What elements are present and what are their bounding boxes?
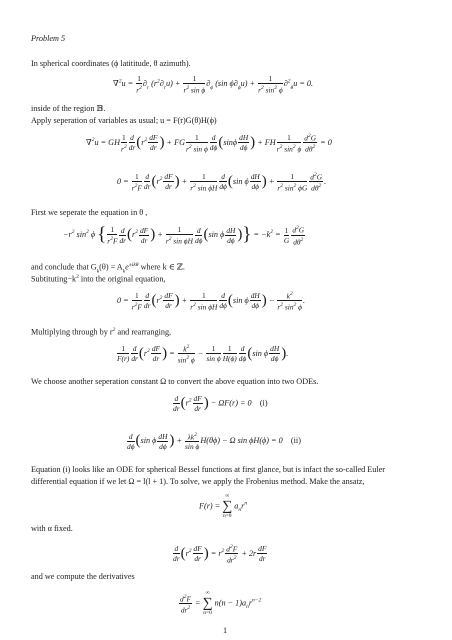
alpha-fixed-text: with α fixed. [31, 524, 73, 533]
second-derivative-equation: $\frac{d^2F}{dr^2}$ = ∞ ∑ n=0 $n(n - 1)a_nr^{n-2}$ [180, 590, 262, 616]
divided-equation: 0 = $\frac{1}{r^2F}$ $\frac{d}{dr}$ ($r^2$ $\frac{dF}{dr}$ ) + $\frac{1}{r^2 \sin \phi H}$ $\frac{d}{d\phi}$ (sin ϕ $\frac{dH}{d\phi}$ ) + $\frac{1}{r^2 \sin^2 \phi G}$ $\frac{d^2G}{d\theta^2}$ . [117, 171, 327, 193]
conclusion-text: and conclude that $G_k(\theta) = A_ke^{\pm ik\theta}$ where k ∈ ℤ. [31, 262, 185, 275]
derivatives-text: and we compute the derivatives [31, 572, 135, 581]
region-text: inside of the region 𝔹. [31, 104, 106, 113]
substituted-equation: 0 = $\frac{1}{r^2F}$ $\frac{d}{dr}$ ($r^2$ $\frac{dF}{dr}$ ) + $\frac{1}{r^2 \sin \phi H}$ $\frac{d}{d\phi}$ (sin ϕ $\frac{dH}{d\phi}$ ) − $\frac{k^2}{r^2 \sin^2 \phi}$ . [117, 290, 306, 312]
page-number: 1 [223, 626, 228, 635]
theta-separation-text: First we seperate the equation in θ , [31, 208, 148, 217]
euler-text-line1: Equation (i) looks like an ODE for spherical Bessel functions at first glance, but is infact the so-called Euler [31, 465, 386, 474]
rearranged-equation: $\frac{1}{F(r)}$ $\frac{d}{dr}$ ($r^2$ $\frac{dF}{dr}$ ) = $\frac{k^2}{\sin^2 \phi}$ − $\frac{1}{\text{sin ϕ}}$ $\frac{1}{H(\phi)}$ $\frac{d}{d\phi}$ (sin ϕ $\frac{dH}{d\phi}$ ). [117, 344, 289, 365]
equation-tag-i: (i) [259, 398, 268, 408]
radial-ode: $\frac{d}{dr}$ ($r^2$ $\frac{dF}{dr}$ ) − ΩF(r) = 0 (i) [173, 394, 268, 413]
theta-equation: $-r^2$ $\sin^2 \phi$ { $\frac{1}{r^2F}$ $\frac{d}{dr}$ ($r^2$ $\frac{dF}{dr}$ ) + $\frac{1}{r^2 \sin \phi H}$ $\frac{d}{d\phi}$ (sin ϕ $\frac{dH}{d\phi}$ )} = $-k^2$ = $\frac{1}{G}$ $\frac{d^2G}{d\theta^2}$ [63, 224, 305, 246]
angular-ode: $\frac{d}{d\phi}$ (sin ϕ $\frac{dH}{d\phi}$ ) + $\frac{\lambda k^2}{\text{sin ϕ}}$ H(θϕ) − Ω sin ϕH(ϕ) = 0 (ii) [127, 431, 301, 452]
separation-text: Apply seperation of variables as usual; u = F(r)G(θ)H(ϕ) [31, 116, 217, 125]
constant-text: We choose another seperation constant Ω to convert the above equation into two ODEs. [31, 377, 319, 386]
euler-text-line2: differential equation if we let Ω = l(l + 1). To solve, we apply the Frobenius method. Make the ansatz, [31, 477, 365, 486]
frobenius-ansatz: F(r) = ∞ ∑ n=0 $a_nr^n$ [199, 493, 248, 519]
problem-label: Problem 5 [31, 34, 66, 43]
multiply-text: Multiplying through by $r^2$ and rearranging, [31, 327, 172, 337]
derivative-identity: $\frac{d}{dr}$ ($r^2$ $\frac{dF}{dr}$ ) = $r^2$ $\frac{d^2F}{dr^2}$ + 2r $\frac{dF}{dr}$ [173, 544, 267, 565]
separated-equation: ∇$^2$u = GH $\frac{1}{r^2}$ $\frac{d}{dr}$ ($r^2$ $\frac{dF}{dr}$ ) + FG $\frac{1}{r^2 \sin \phi}$ $\frac{d}{d\phi}$ (sinϕ $\frac{dH}{d\phi}$ ) + FH $\frac{1}{r^2 \sin^2 \phi}$ $\frac{d^2G}{d\theta^2}$ = 0 [86, 132, 332, 154]
intro-text: In spherical coordinates (ϕ latititude, θ azimuth). [31, 59, 191, 68]
equation-tag-ii: (ii) [290, 436, 301, 446]
substitution-text: $Subtituting-k^2$ into the original equation, [31, 274, 166, 284]
laplacian-equation: ∇$^2$u = $\frac{1}{r^2}$ $\partial_r$ $(r^2\partial_ru)$ + $\frac{1}{r^2 \sin \phi}$ $\partial_\phi$ (sin $\phi\partial_\phi u$) + $\frac{1}{r^2 \sin^2 \phi}$ ∂$^2_\theta$u = 0. [113, 74, 314, 95]
